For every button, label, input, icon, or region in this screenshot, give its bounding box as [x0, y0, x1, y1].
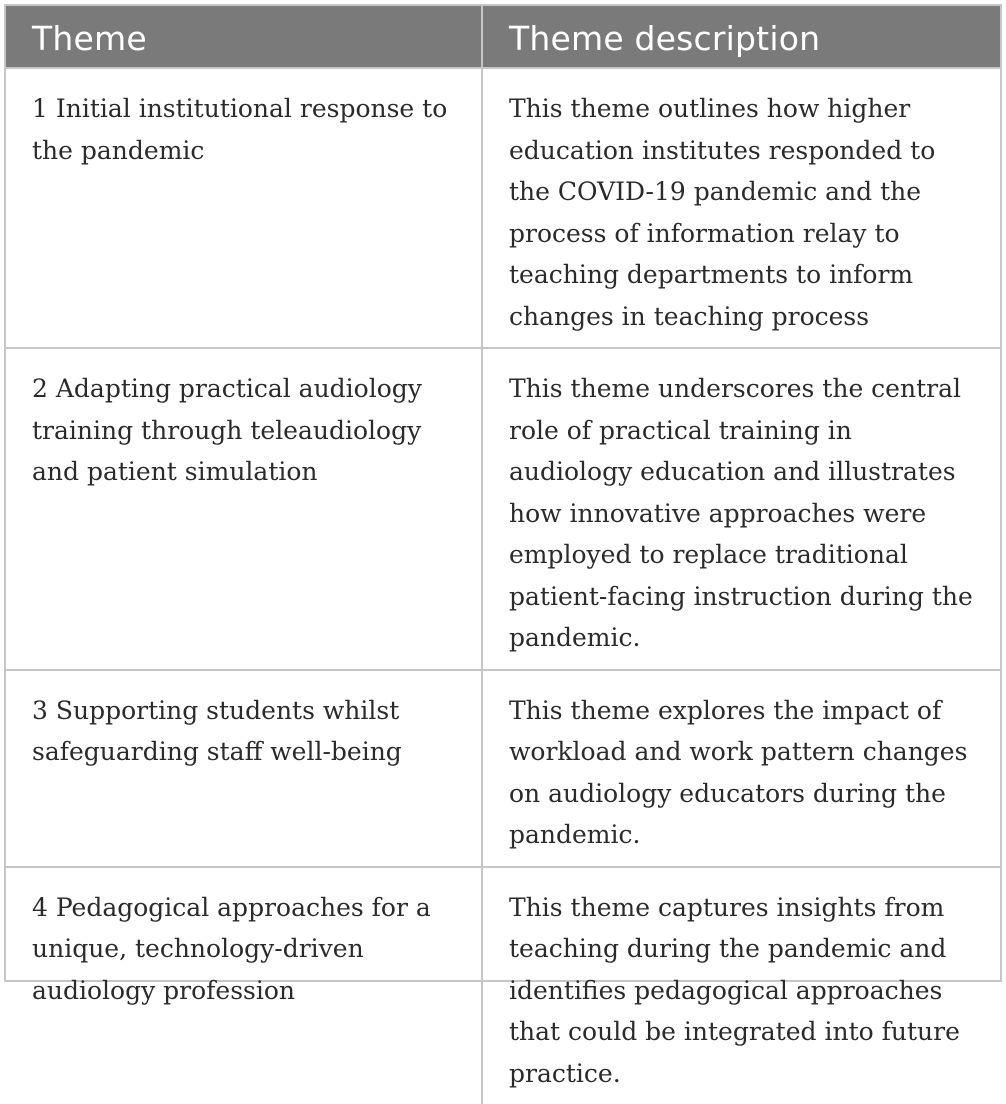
- theme-cell: 4 Pedagogical approaches for a unique, technology-driven audiology profession: [6, 867, 482, 1104]
- table-header-row: [6, 6, 1000, 68]
- description-cell: This theme underscores the central role of practical training in audiology education and illustrates how innovative approaches were employed to replace traditional patient-facing instruction during the pandemic.: [482, 348, 1000, 670]
- table-row: [6, 348, 1000, 670]
- table-row: [6, 68, 1000, 348]
- table-row: [6, 867, 1000, 1104]
- header-theme-description: Theme description: [482, 6, 1000, 68]
- description-cell: This theme captures insights from teaching during the pandemic and identifies pedagogical approaches that could be integrated into future practice.: [482, 867, 1000, 1104]
- themes-table-grid: [6, 6, 1000, 1104]
- theme-cell: 2 Adapting practical audiology training through teleaudiology and patient simulation: [6, 348, 482, 670]
- description-cell: This theme outlines how higher education institutes responded to the COVID-19 pandemic and the process of information relay to teaching departments to inform changes in teaching process: [482, 68, 1000, 348]
- description-cell: This theme explores the impact of workload and work pattern changes on audiology educators during the pandemic.: [482, 670, 1000, 867]
- themes-table: [4, 4, 1002, 982]
- table-row: [6, 670, 1000, 867]
- theme-cell: 1 Initial institutional response to the pandemic: [6, 68, 482, 348]
- theme-cell: 3 Supporting students whilst safeguarding staff well-being: [6, 670, 482, 867]
- header-theme: Theme: [6, 6, 482, 68]
